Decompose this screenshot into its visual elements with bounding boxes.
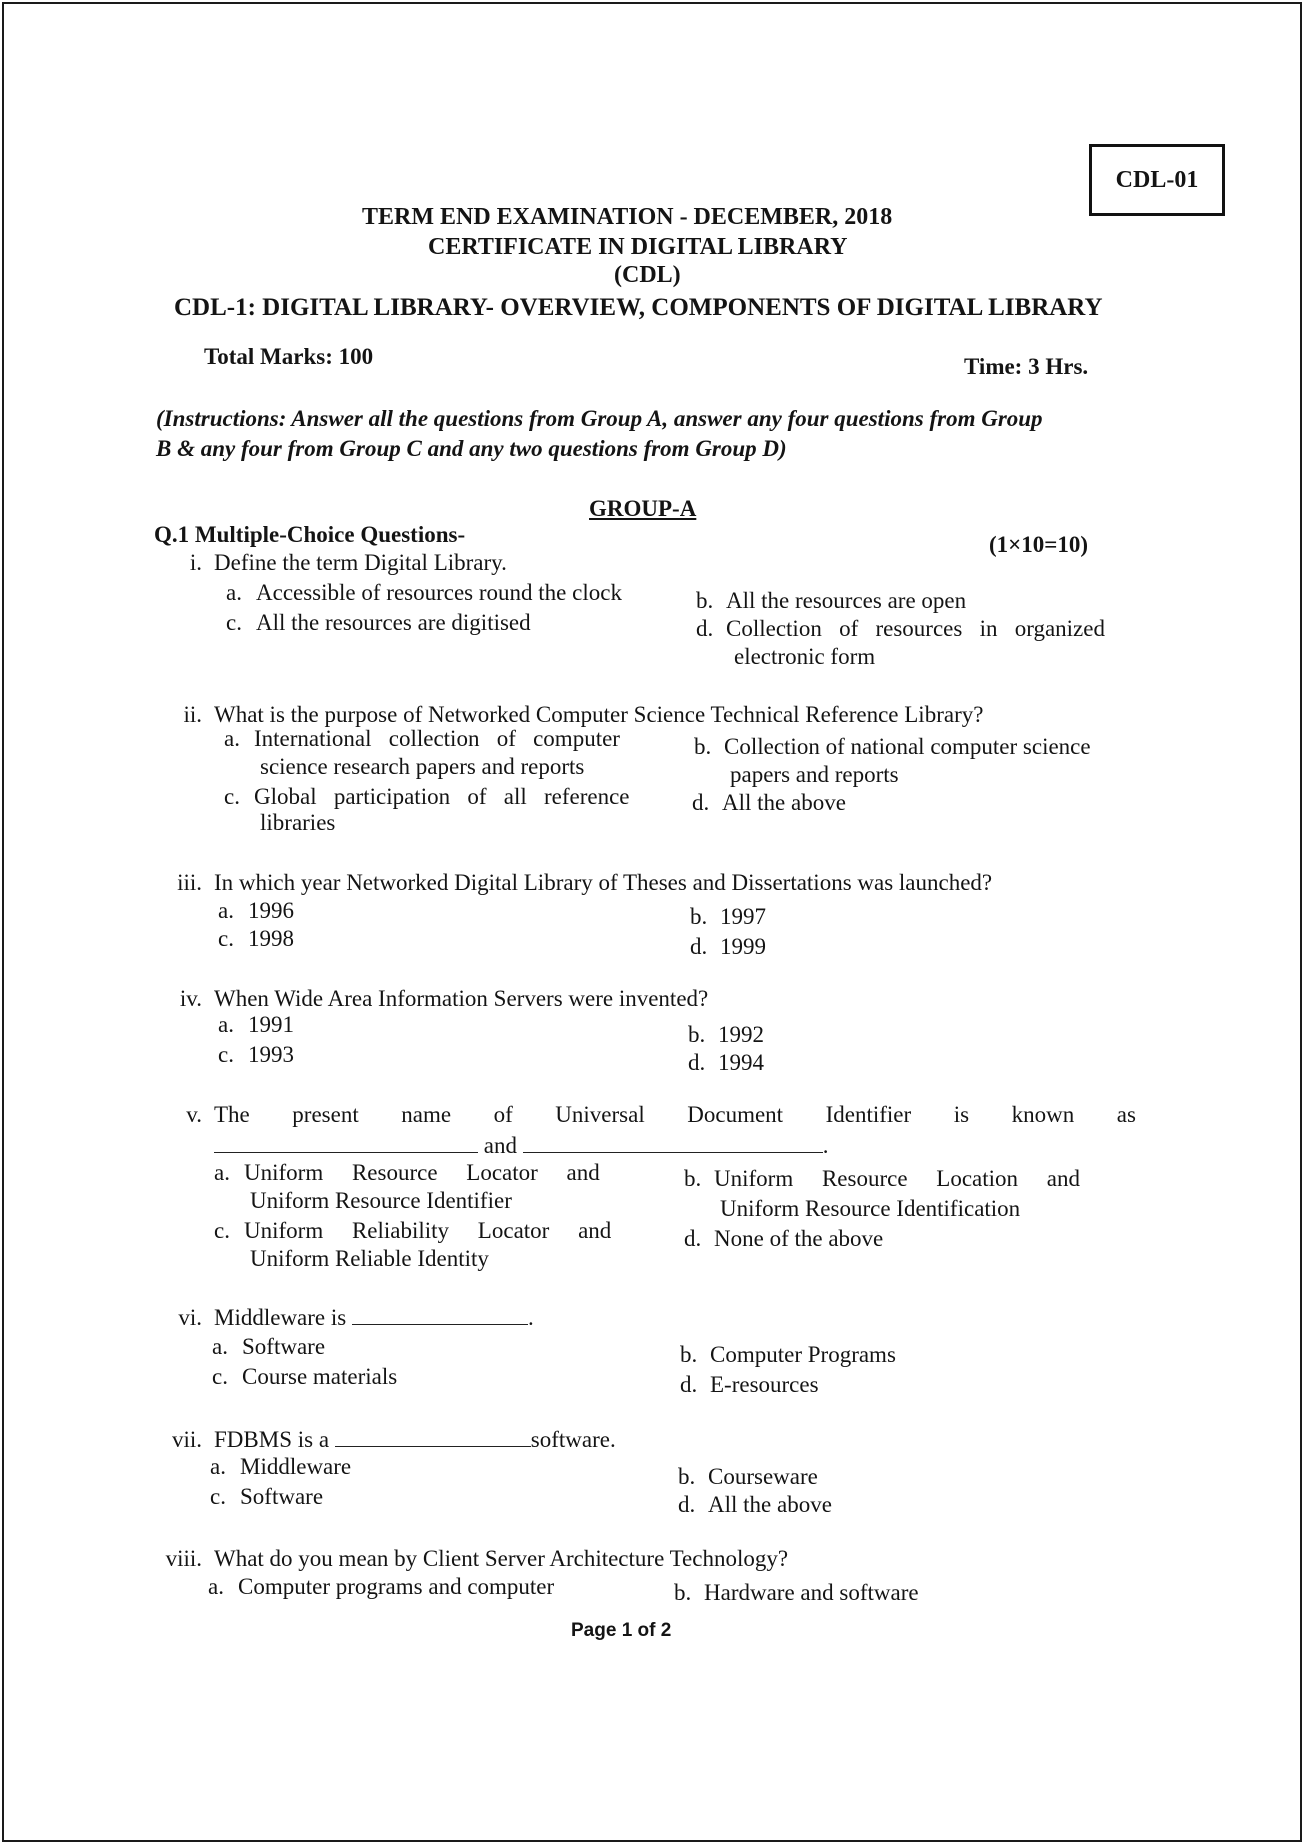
group-title: GROUP-A xyxy=(589,496,697,521)
answer-blank[interactable] xyxy=(352,1304,528,1325)
option-b: b. Uniform Resource Location and xyxy=(684,1166,1080,1191)
option-c: c. 1998 xyxy=(218,926,294,951)
option-b: b. Hardware and software xyxy=(674,1580,919,1605)
course-abbrev: (CDL) xyxy=(614,262,681,288)
option-c-cont: libraries xyxy=(260,810,336,835)
certificate-title: CERTIFICATE IN DIGITAL LIBRARY xyxy=(428,234,848,260)
option-a: a. 1996 xyxy=(218,898,294,923)
option-a: a. Accessible of resources round the clock xyxy=(226,580,622,605)
exam-time: Time: 3 Hrs. xyxy=(964,354,1089,379)
option-c: c. Software xyxy=(210,1484,324,1509)
answer-blank[interactable] xyxy=(523,1132,823,1153)
option-a: a. International collection of computer xyxy=(224,726,620,751)
option-d: d. 1999 xyxy=(690,934,766,959)
option-b-cont: Uniform Resource Identification xyxy=(720,1196,1021,1221)
option-a: a. 1991 xyxy=(218,1012,294,1037)
option-d: d. Collection of resources in organized xyxy=(696,616,1105,641)
total-marks: Total Marks: 100 xyxy=(204,344,374,369)
option-c: c. Global participation of all reference xyxy=(224,784,630,809)
question-viii: viii. What do you mean by Client Server Architecture Technology? xyxy=(165,1546,789,1571)
option-a-cont: Uniform Resource Identifier xyxy=(250,1188,512,1213)
answer-blank[interactable] xyxy=(335,1426,531,1447)
option-a: a. Middleware xyxy=(210,1454,352,1479)
question-v: v. The present name of Universal Document Identifier is known as xyxy=(186,1102,1136,1127)
exam-page xyxy=(2,2,1302,1842)
option-c: c. All the resources are digitised xyxy=(226,610,531,635)
question-v-blanks: and . xyxy=(214,1132,828,1159)
option-c: c. Course materials xyxy=(212,1364,398,1389)
paper-title: CDL-1: DIGITAL LIBRARY- OVERVIEW, COMPONENTS OF DIGITAL LIBRARY xyxy=(174,294,1103,321)
question-iii: iii. In which year Networked Digital Library of Theses and Dissertations was launched? xyxy=(177,870,993,895)
option-c: c. 1993 xyxy=(218,1042,294,1067)
option-d: d. All the above xyxy=(692,790,846,815)
option-c-cont: Uniform Reliable Identity xyxy=(250,1246,489,1271)
instructions-line-2: B & any four from Group C and any two questions from Group D) xyxy=(156,436,787,461)
option-b: b. Collection of national computer science xyxy=(694,734,1091,759)
option-b: b. 1992 xyxy=(688,1022,764,1047)
question-i: i. Define the term Digital Library. xyxy=(189,550,507,575)
question-iv: iv. When Wide Area Information Servers were invented? xyxy=(179,986,709,1011)
option-c: c. Uniform Reliability Locator and xyxy=(214,1218,612,1243)
page-number: Page 1 of 2 xyxy=(571,1620,672,1641)
exam-title: TERM END EXAMINATION - DECEMBER, 2018 xyxy=(362,204,893,230)
option-b: b. 1997 xyxy=(690,904,766,929)
instructions-line-1: (Instructions: Answer all the questions from Group A, answer any four questions from Group xyxy=(156,406,1043,431)
question-vi: vi. Middleware is . xyxy=(178,1305,534,1330)
paper-code-box xyxy=(1089,144,1225,216)
option-d: d. None of the above xyxy=(684,1226,884,1251)
option-a: a. Uniform Resource Locator and xyxy=(214,1160,600,1185)
option-a: a. Software xyxy=(212,1334,326,1359)
section-title: Q.1 Multiple-Choice Questions- xyxy=(154,522,466,547)
paper-code: CDL-01 xyxy=(1115,166,1199,193)
option-b: b. Computer Programs xyxy=(680,1342,896,1367)
option-d: d. E-resources xyxy=(680,1372,819,1397)
option-d-cont: electronic form xyxy=(734,644,876,669)
option-b: b. All the resources are open xyxy=(696,588,967,613)
option-d: d. All the above xyxy=(678,1492,832,1517)
answer-blank[interactable] xyxy=(214,1132,478,1153)
question-ii: ii. What is the purpose of Networked Computer Science Technical Reference Library? xyxy=(183,702,984,727)
section-marks: (1×10=10) xyxy=(989,532,1089,557)
option-a: a. Computer programs and computer xyxy=(208,1574,555,1599)
option-a-cont: science research papers and reports xyxy=(260,754,585,779)
option-b: b. Courseware xyxy=(678,1464,818,1489)
option-d: d. 1994 xyxy=(688,1050,764,1075)
question-vii: vii. FDBMS is a software. xyxy=(171,1427,616,1452)
option-b-cont: papers and reports xyxy=(730,762,899,787)
